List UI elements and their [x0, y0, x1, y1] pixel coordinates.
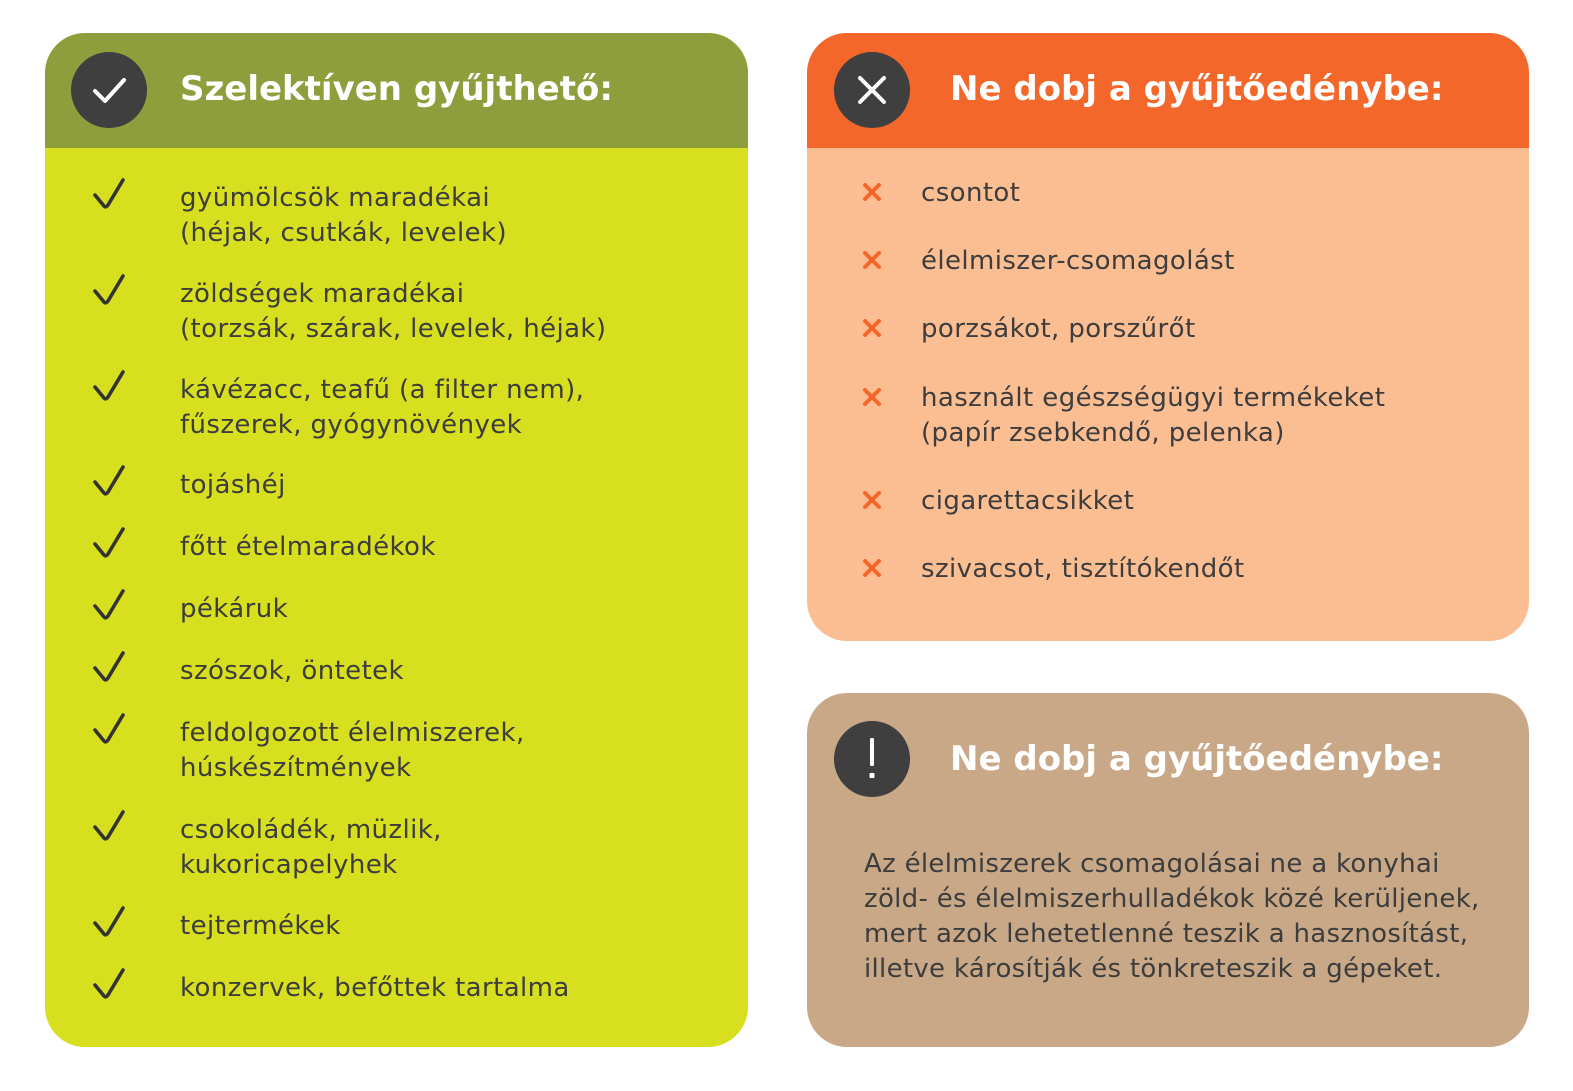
checkmark-icon: [93, 650, 125, 684]
checkmark-icon: [93, 967, 125, 1001]
not-allowed-card: [807, 33, 1529, 641]
collectable-item-text: feldolgozott élelmiszerek, húskészítmények: [180, 718, 525, 783]
cross-icon: [861, 181, 883, 203]
checkmark-icon: [93, 712, 125, 746]
checkmark-icon: [93, 905, 125, 939]
checkmark-icon: [93, 177, 125, 211]
warning-card-title: Ne dobj a gyűjtőedénybe:: [950, 739, 1444, 779]
checkmark-icon: [93, 809, 125, 843]
cross-icon: [861, 386, 883, 408]
collectable-card-title: Szelektíven gyűjthető:: [180, 69, 613, 109]
warning-note: Az élelmiszerek csomagolásai ne a konyhai zöld- és élelmiszerhulladékok közé kerüljenek, mert azok lehetetlenné teszik a hasznosítást, illetve károsítják és tönkreteszik a gépeket.: [864, 849, 1480, 984]
exclamation-icon: [862, 736, 882, 782]
check-badge: [71, 52, 147, 128]
collectable-item-text: szószok, öntetek: [180, 656, 405, 686]
cross-icon: [854, 72, 890, 108]
checkmark-icon: [93, 588, 125, 622]
collectable-item-text: tejtermékek: [180, 911, 341, 941]
not-allowed-item-text: szivacsot, tisztítókendőt: [921, 554, 1245, 584]
not-allowed-card-header: [807, 33, 1529, 148]
cross-icon: [861, 317, 883, 339]
collectable-card-header: [45, 33, 748, 148]
collectable-item-text: konzervek, befőttek tartalma: [180, 973, 570, 1003]
cross-icon: [861, 557, 883, 579]
not-allowed-item-text: csontot: [921, 178, 1021, 208]
cross-icon: [861, 489, 883, 511]
checkmark-icon: [93, 464, 125, 498]
not-allowed-item-text: porzsákot, porszűrőt: [921, 314, 1196, 344]
checkmark-icon: [93, 369, 125, 403]
collectable-item-text: csokoládék, müzlik, kukoricapelyhek: [180, 815, 442, 880]
not-allowed-item-text: használt egészségügyi termékeket (papír zsebkendő, pelenka): [921, 383, 1386, 448]
collectable-card: [45, 33, 748, 1047]
not-allowed-card-title: Ne dobj a gyűjtőedénybe:: [950, 69, 1444, 109]
collectable-item-text: kávézacc, teafű (a filter nem), fűszerek, gyógynövények: [180, 375, 585, 440]
checkmark-icon: [93, 273, 125, 307]
collectable-item-text: főtt ételmaradékok: [180, 532, 436, 562]
not-allowed-item-text: élelmiszer-csomagolást: [921, 246, 1235, 276]
cross-icon: [861, 249, 883, 271]
collectable-item-text: tojáshéj: [180, 470, 286, 500]
collectable-item-text: gyümölcsök maradékai (héjak, csutkák, levelek): [180, 183, 508, 248]
not-allowed-item-text: cigarettacsikket: [921, 486, 1135, 516]
checkmark-icon: [89, 70, 129, 110]
collectable-item-text: pékáruk: [180, 594, 289, 624]
exclamation-badge: [834, 721, 910, 797]
checkmark-icon: [93, 526, 125, 560]
collectable-item-text: zöldségek maradékai (torzsák, szárak, levelek, héjak): [180, 279, 607, 344]
warning-card: [807, 693, 1529, 1047]
cross-badge: [834, 52, 910, 128]
